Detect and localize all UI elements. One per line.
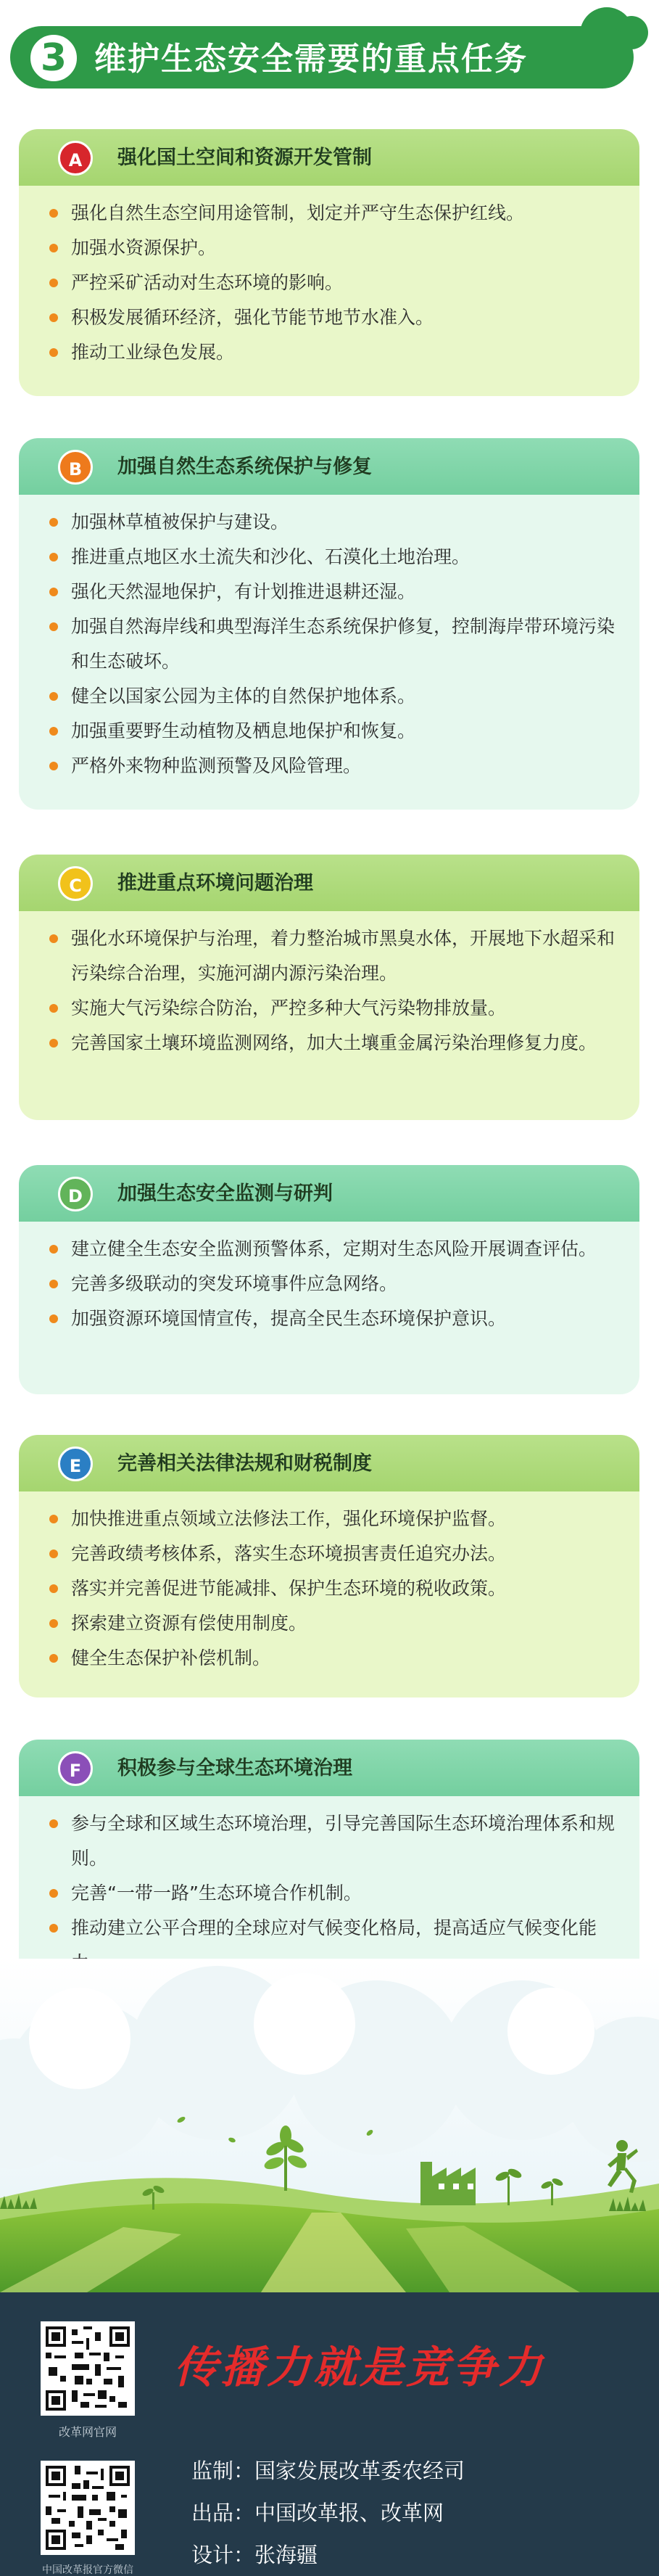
list-item: 严控采矿活动对生态环境的影响。 bbox=[42, 266, 618, 300]
qr-caption-wechat: 中国改革报官方微信 bbox=[42, 2564, 133, 2576]
bullet-icon bbox=[49, 348, 58, 357]
bullet-icon bbox=[49, 1889, 58, 1898]
credit-designer: 设计：张海疆 bbox=[191, 2543, 318, 2567]
list-item: 推动工业绿色发展。 bbox=[42, 335, 618, 370]
list-item: 加强重要野生动植物及栖息地保护和恢复。 bbox=[42, 714, 618, 749]
card-title: 推进重点环境问题治理 bbox=[117, 872, 313, 894]
list-item: 推进重点地区水土流失和沙化、石漠化土地治理。 bbox=[42, 540, 618, 575]
bullet-icon bbox=[49, 1039, 58, 1048]
card-title: 加强自然生态系统保护与修复 bbox=[117, 456, 372, 478]
qr-caption-website: 改革网官网 bbox=[58, 2425, 117, 2439]
card-header bbox=[19, 1740, 639, 1796]
bullet-icon bbox=[49, 1004, 58, 1013]
list-item: 完善政绩考核体系，落实生态环境损害责任追究办法。 bbox=[42, 1536, 618, 1571]
bullet-icon bbox=[49, 313, 58, 322]
task-card-e bbox=[19, 1435, 639, 1698]
list-item: 积极发展循环经济，强化节能节地节水准入。 bbox=[42, 300, 618, 335]
bullet-icon bbox=[49, 1619, 58, 1628]
task-card-a bbox=[19, 129, 639, 396]
bullet-icon bbox=[49, 1584, 58, 1593]
list-item: 完善国家土壤环境监测网络，加大土壤重金属污染治理修复力度。 bbox=[42, 1026, 618, 1061]
card-header bbox=[19, 1435, 639, 1491]
list-item: 加快推进重点领域立法修法工作，强化环境保护监督。 bbox=[42, 1502, 618, 1536]
letter-badge-b: B bbox=[58, 450, 93, 485]
card-body bbox=[19, 911, 639, 1068]
list-item: 实施大气污染综合防治，严控多种大气污染物排放量。 bbox=[42, 991, 618, 1026]
list-item: 强化水环境保护与治理，着力整治城市黑臭水体，开展地下水超采和污染综合治理，实施河湖内源污染治理。 bbox=[42, 921, 618, 991]
card-body bbox=[19, 1222, 639, 1343]
bullet-icon bbox=[49, 692, 58, 701]
card-header bbox=[19, 438, 639, 495]
card-header bbox=[19, 1165, 639, 1222]
list-item: 探索建立资源有偿使用制度。 bbox=[42, 1606, 618, 1641]
bullet-icon bbox=[49, 1515, 58, 1523]
list-item: 落实并完善促进节能减排、保护生态环境的税收政策。 bbox=[42, 1571, 618, 1606]
card-title: 完善相关法律法规和财税制度 bbox=[117, 1452, 372, 1475]
list-item: 强化自然生态空间用途管制，划定并严守生态保护红线。 bbox=[42, 196, 618, 231]
card-body bbox=[19, 1491, 639, 1683]
section-number: 3 bbox=[28, 32, 80, 84]
letter-badge-d: D bbox=[58, 1177, 93, 1211]
list-item: 强化天然湿地保护，有计划推进退耕还湿。 bbox=[42, 575, 618, 609]
section-header bbox=[0, 0, 659, 109]
bullet-icon bbox=[49, 1924, 58, 1933]
bullet-icon bbox=[49, 209, 58, 218]
letter-badge-e: E bbox=[58, 1447, 93, 1481]
card-body bbox=[19, 495, 639, 791]
card-title: 积极参与全球生态环境治理 bbox=[117, 1757, 352, 1779]
letter-badge-f: F bbox=[58, 1751, 93, 1786]
landscape-illustration bbox=[0, 1959, 659, 2292]
letter-badge-a: A bbox=[58, 141, 93, 176]
card-title: 加强生态安全监测与研判 bbox=[117, 1182, 333, 1205]
list-item: 加强资源环境国情宣传，提高全民生态环境保护意识。 bbox=[42, 1301, 618, 1336]
list-item: 加强林草植被保护与建设。 bbox=[42, 505, 618, 540]
list-item: 参与全球和区域生态环境治理，引导完善国际生态环境治理体系和规则。 bbox=[42, 1806, 618, 1876]
bullet-icon bbox=[49, 622, 58, 631]
list-item: 加强水资源保护。 bbox=[42, 231, 618, 266]
letter-badge-c: C bbox=[58, 866, 93, 901]
bullet-icon bbox=[49, 1245, 58, 1254]
task-card-d bbox=[19, 1165, 639, 1394]
list-item: 完善“一带一路”生态环境合作机制。 bbox=[42, 1876, 618, 1911]
list-item: 健全以国家公园为主体的自然保护地体系。 bbox=[42, 679, 618, 714]
bullet-icon bbox=[49, 727, 58, 736]
task-card-b bbox=[19, 438, 639, 810]
card-header bbox=[19, 129, 639, 186]
bullet-icon bbox=[49, 934, 58, 943]
bullet-icon bbox=[49, 1280, 58, 1288]
bullet-icon bbox=[49, 1819, 58, 1828]
bullet-icon bbox=[49, 1654, 58, 1663]
qr-code-icon bbox=[46, 2326, 130, 2411]
bullet-icon bbox=[49, 1550, 58, 1558]
bullet-icon bbox=[49, 518, 58, 527]
list-item: 健全生态保护补偿机制。 bbox=[42, 1641, 618, 1676]
bullet-icon bbox=[49, 279, 58, 287]
page-title: 维护生态安全需要的重点任务 bbox=[94, 41, 528, 78]
qr-code-wechat[interactable] bbox=[41, 2461, 135, 2555]
bullet-icon bbox=[49, 762, 58, 770]
bullet-icon bbox=[49, 244, 58, 252]
qr-code-website[interactable] bbox=[41, 2321, 135, 2416]
card-title: 强化国土空间和资源开发管制 bbox=[117, 147, 372, 169]
credit-supervisor: 监制：国家发展改革委农经司 bbox=[191, 2458, 465, 2483]
card-body bbox=[19, 186, 639, 377]
list-item: 加强自然海岸线和典型海洋生态系统保护修复，控制海岸带环境污染和生态破坏。 bbox=[42, 609, 618, 679]
slogan: 传播力就是竞争力 bbox=[174, 2342, 545, 2393]
bullet-icon bbox=[49, 1314, 58, 1323]
credit-producer: 出品：中国改革报、改革网 bbox=[191, 2501, 444, 2525]
list-item: 严格外来物种监测预警及风险管理。 bbox=[42, 749, 618, 783]
card-header bbox=[19, 855, 639, 911]
bullet-icon bbox=[49, 588, 58, 596]
list-item: 推动建立公平合理的全球应对气候变化格局，提高适应气候变化能 bbox=[42, 1911, 618, 1980]
bullet-icon bbox=[49, 553, 58, 561]
footer bbox=[0, 2292, 659, 2576]
list-item: 完善多级联动的突发环境事件应急网络。 bbox=[42, 1267, 618, 1301]
list-item: 建立健全生态安全监测预警体系，定期对生态风险开展调查评估。 bbox=[42, 1232, 618, 1267]
task-card-c bbox=[19, 855, 639, 1120]
qr-code-icon bbox=[46, 2466, 130, 2550]
